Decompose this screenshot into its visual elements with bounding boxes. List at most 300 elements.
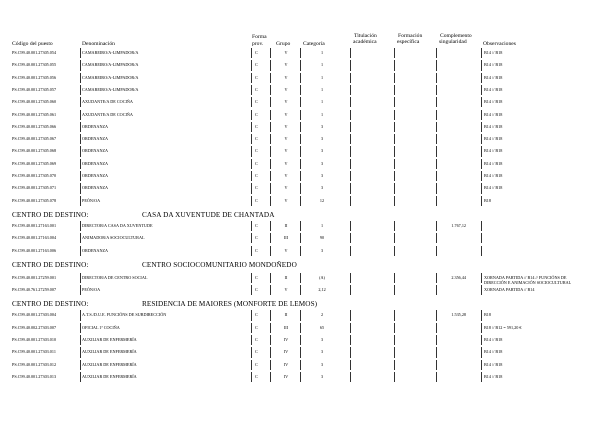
header-grupo: Grupo	[276, 41, 291, 47]
cell-code: PS.C99.40.001.27305.056	[12, 74, 57, 80]
cell-complemento: 2.356,44	[451, 274, 466, 280]
column-rule	[481, 110, 482, 120]
cell-code: PS.C99.40.001.27305.057	[12, 86, 57, 92]
cell-categoria: 3	[320, 148, 324, 154]
column-rule	[481, 360, 482, 370]
column-rule	[436, 221, 437, 231]
column-rule	[251, 233, 252, 243]
cell-denominacion: CAMAREIRO/A-LIMPADOR/A	[82, 50, 139, 55]
column-rule	[481, 73, 482, 83]
column-rule	[251, 347, 252, 357]
column-rule	[270, 73, 271, 83]
cell-grupo: V	[284, 197, 288, 203]
column-rule	[436, 347, 437, 357]
cell-grupo: IV	[283, 373, 289, 379]
cell-denominacion: ORDENANZA	[82, 148, 109, 154]
cell-observaciones: B18 // B12 = 591,20 €	[484, 324, 522, 330]
column-rule	[481, 122, 482, 132]
column-rule	[436, 159, 437, 169]
column-rule	[436, 335, 437, 345]
header-complemento-1: Complemento	[440, 33, 472, 39]
cell-denominacion: PEÓN/OA	[82, 287, 101, 293]
column-rule	[80, 110, 81, 120]
column-rule	[251, 97, 252, 107]
column-rule	[394, 233, 395, 243]
section-title: CENTRO SOCIOCOMUNITARIO MONDOÑEDO	[142, 260, 297, 269]
column-rule	[270, 183, 271, 193]
cell-observaciones: B14 // B18	[484, 173, 503, 178]
cell-observaciones: B14 // B18	[484, 337, 503, 342]
header-titulacion-1: Titulación	[354, 33, 377, 39]
cell-denominacion: A.T.S./D.U.E. FUNCIÓNS DE SUBDIRECCIÓN	[82, 312, 167, 318]
cell-denominacion: ANIMADOR/A SOCIOCULTURAL	[82, 235, 145, 241]
column-rule	[300, 310, 301, 320]
column-rule	[251, 110, 252, 120]
cell-grupo: II	[284, 274, 288, 280]
cell-forma: C	[255, 99, 258, 105]
cell-denominacion: AXUDANTE/A DE COCIÑA	[82, 99, 133, 105]
cell-code: PS.C99.40.001.27305.078	[12, 197, 57, 203]
cell-grupo: V	[284, 247, 288, 253]
cell-observaciones-2: DIRECCIÓN E ANIMACIÓN SOCIOCULTURAL	[484, 279, 572, 285]
column-rule	[80, 60, 81, 70]
cell-code: PS.C99.40.001.27303.013	[12, 373, 57, 379]
column-rule	[436, 310, 437, 320]
section-title: RESIDENCIA DE MAIORES (MONFORTE DE LEMOS)	[142, 300, 318, 309]
cell-denominacion: ORDENANZA	[82, 173, 109, 178]
cell-code: PS.C99.40.001.27163.001	[12, 222, 57, 228]
cell-denominacion: OFICIAL 1ª COCIÑA	[82, 324, 120, 330]
column-rule	[270, 335, 271, 345]
cell-grupo: V	[284, 50, 288, 55]
cell-categoria: 1	[320, 62, 324, 68]
cell-observaciones: B14 // B18	[484, 123, 503, 129]
column-rule	[270, 171, 271, 181]
column-rule	[270, 159, 271, 169]
cell-observaciones: XORNADA PARTIDA // B14 // FUNCIÓNS DE	[484, 274, 567, 280]
column-rule	[350, 60, 351, 70]
column-rule	[350, 347, 351, 357]
column-rule	[394, 97, 395, 107]
column-rule	[436, 285, 437, 295]
column-rule	[481, 97, 482, 107]
cell-categoria: 1	[320, 50, 324, 55]
column-rule	[394, 122, 395, 132]
column-rule	[300, 323, 301, 333]
cell-forma: C	[255, 86, 258, 92]
header-denominacion: Denominación	[82, 41, 115, 47]
cell-code: PS.C99.40.001.27305.071	[12, 185, 57, 191]
column-rule	[350, 85, 351, 95]
column-rule	[300, 233, 301, 243]
cell-observaciones: B14 // B18	[484, 111, 503, 117]
cell-forma: C	[255, 247, 258, 253]
column-rule	[80, 196, 81, 206]
column-rule	[300, 183, 301, 193]
column-rule	[436, 48, 437, 58]
cell-categoria: 1	[320, 111, 324, 117]
column-rule	[481, 146, 482, 156]
cell-forma: C	[255, 136, 258, 142]
column-rule	[436, 110, 437, 120]
cell-observaciones: B14 // B18	[484, 136, 503, 142]
cell-code: PS.C99.40.001.27303.010	[12, 337, 57, 342]
cell-grupo: IV	[283, 361, 289, 367]
cell-categoria: 1	[320, 74, 324, 80]
cell-categoria: 1	[320, 99, 324, 105]
column-rule	[481, 221, 482, 231]
column-rule	[394, 73, 395, 83]
column-rule	[394, 372, 395, 382]
column-rule	[300, 196, 301, 206]
cell-code: PS.C99.40.001.27259.001	[12, 274, 57, 280]
column-rule	[394, 273, 395, 283]
cell-denominacion: AUXILIAR DE ENFERMERÍA	[82, 349, 137, 355]
column-rule	[251, 221, 252, 231]
column-rule	[394, 60, 395, 70]
column-rule	[300, 134, 301, 144]
column-rule	[394, 183, 395, 193]
column-rule	[481, 285, 482, 295]
column-rule	[436, 196, 437, 206]
cell-categoria: 3	[320, 173, 324, 178]
column-rule	[270, 323, 271, 333]
cell-categoria: 3	[320, 349, 324, 355]
column-rule	[300, 73, 301, 83]
cell-forma: C	[255, 173, 258, 178]
cell-categoria: 3	[320, 337, 324, 342]
cell-observaciones: B14 // B18	[484, 62, 503, 68]
cell-denominacion: DIRECTOR/A CASA DA XUVENTUDE	[82, 222, 153, 228]
cell-categoria: 1	[320, 86, 324, 92]
column-rule	[300, 110, 301, 120]
cell-categoria: 2	[320, 312, 324, 318]
cell-denominacion: AUXILIAR DE ENFERMERÍA	[82, 337, 137, 342]
column-rule	[394, 310, 395, 320]
cell-categoria: 12	[319, 197, 325, 203]
column-rule	[270, 233, 271, 243]
cell-observaciones: B14 // B18	[484, 86, 503, 92]
header-categoria: Categoría	[303, 41, 325, 47]
column-rule	[300, 372, 301, 382]
cell-grupo: V	[284, 99, 288, 105]
cell-grupo: IV	[283, 349, 289, 355]
cell-grupo: V	[284, 173, 288, 178]
column-rule	[300, 221, 301, 231]
column-rule	[251, 73, 252, 83]
column-rule	[270, 273, 271, 283]
column-rule	[350, 48, 351, 58]
column-rule	[270, 285, 271, 295]
column-rule	[436, 323, 437, 333]
column-rule	[394, 171, 395, 181]
column-rule	[270, 48, 271, 58]
column-rule	[300, 360, 301, 370]
column-rule	[80, 122, 81, 132]
column-rule	[80, 134, 81, 144]
cell-forma: C	[255, 287, 258, 293]
cell-code: PS.C99.40.001.27303.012	[12, 361, 57, 367]
column-rule	[350, 310, 351, 320]
column-rule	[436, 183, 437, 193]
column-rule	[436, 85, 437, 95]
cell-forma: C	[255, 337, 258, 342]
column-rule	[436, 273, 437, 283]
column-rule	[251, 372, 252, 382]
column-rule	[80, 273, 81, 283]
column-rule	[481, 372, 482, 382]
cell-denominacion: ORDENANZA	[82, 185, 109, 191]
column-rule	[436, 171, 437, 181]
column-rule	[251, 122, 252, 132]
column-rule	[80, 335, 81, 345]
column-rule	[394, 221, 395, 231]
column-rule	[300, 85, 301, 95]
cell-categoria: 3	[320, 361, 324, 367]
cell-observaciones: B14 // B18	[484, 99, 503, 105]
column-rule	[481, 323, 482, 333]
header-complemento-2: singularidad	[439, 39, 467, 45]
column-rule	[436, 372, 437, 382]
cell-observaciones: B14 // B18	[484, 50, 503, 55]
column-rule	[394, 335, 395, 345]
cell-forma: C	[255, 312, 258, 318]
cell-complemento: 1.535,28	[451, 312, 466, 318]
cell-categoria: 3	[320, 185, 324, 191]
column-rule	[350, 134, 351, 144]
cell-forma: C	[255, 123, 258, 129]
column-rule	[394, 48, 395, 58]
column-rule	[481, 273, 482, 283]
cell-code: PS.C99.40.001.27305.060	[12, 99, 57, 105]
column-rule	[481, 48, 482, 58]
column-rule	[350, 196, 351, 206]
cell-denominacion: CAMAREIRO/A-LIMPADOR/A	[82, 62, 139, 68]
cell-grupo: V	[284, 62, 288, 68]
column-rule	[350, 97, 351, 107]
column-rule	[436, 360, 437, 370]
cell-categoria: 2,12	[318, 287, 326, 293]
column-rule	[481, 347, 482, 357]
cell-grupo: V	[284, 185, 288, 191]
column-rule	[270, 97, 271, 107]
column-rule	[80, 159, 81, 169]
column-rule	[270, 146, 271, 156]
cell-categoria: 90	[319, 235, 325, 241]
column-rule	[300, 122, 301, 132]
column-rule	[270, 134, 271, 144]
header-titulacion-2: académica	[353, 39, 377, 45]
cell-denominacion: CAMAREIRO/A-LIMPADOR/A	[82, 74, 139, 80]
header-formacion-1: Formación	[398, 33, 423, 39]
column-rule	[394, 110, 395, 120]
cell-denominacion: CAMAREIRO/A-LIMPADOR/A	[82, 86, 139, 92]
column-rule	[300, 347, 301, 357]
column-rule	[270, 110, 271, 120]
cell-categoria: 1	[320, 222, 324, 228]
column-rule	[350, 73, 351, 83]
column-rule	[350, 171, 351, 181]
column-rule	[394, 159, 395, 169]
cell-forma: C	[255, 74, 258, 80]
column-rule	[481, 171, 482, 181]
section-label: CENTRO DE DESTINO:	[12, 300, 89, 309]
column-rule	[436, 134, 437, 144]
cell-forma: C	[255, 50, 258, 55]
cell-observaciones: B14 // B18	[484, 74, 503, 80]
cell-observaciones: B18	[484, 197, 491, 203]
column-rule	[350, 323, 351, 333]
cell-grupo: V	[284, 111, 288, 117]
column-rule	[300, 171, 301, 181]
column-rule	[394, 146, 395, 156]
column-rule	[300, 285, 301, 295]
column-rule	[436, 60, 437, 70]
cell-code: PS.C99.40.001.27305.061	[12, 111, 57, 117]
column-rule	[350, 335, 351, 345]
column-rule	[300, 60, 301, 70]
cell-categoria: 3	[320, 247, 324, 253]
column-rule	[270, 246, 271, 256]
column-rule	[394, 134, 395, 144]
column-rule	[251, 183, 252, 193]
column-rule	[80, 183, 81, 193]
column-rule	[350, 372, 351, 382]
column-rule	[300, 246, 301, 256]
header-codigo: Código del puesto	[12, 41, 53, 47]
column-rule	[251, 134, 252, 144]
column-rule	[350, 110, 351, 120]
column-rule	[80, 233, 81, 243]
cell-code: PS.C99.40.001.27303.011	[12, 349, 56, 355]
column-rule	[300, 48, 301, 58]
column-rule	[394, 85, 395, 95]
column-rule	[436, 233, 437, 243]
cell-observaciones: B18	[484, 312, 491, 318]
column-rule	[394, 196, 395, 206]
cell-forma: C	[255, 185, 258, 191]
cell-code: PS.C99.40.001.27305.066	[12, 123, 57, 129]
column-rule	[436, 122, 437, 132]
cell-code: PS.C99.40.001.27305.054	[12, 50, 57, 55]
column-rule	[350, 183, 351, 193]
column-rule	[350, 221, 351, 231]
column-rule	[251, 285, 252, 295]
cell-observaciones: B14 // B18	[484, 349, 503, 355]
column-rule	[251, 273, 252, 283]
cell-categoria: 3	[320, 160, 324, 166]
column-rule	[270, 360, 271, 370]
cell-code: PS.C99.40.001.27305.055	[12, 62, 57, 68]
cell-code: PS.C99.40.001.27305.067	[12, 136, 57, 142]
cell-grupo: II	[284, 312, 288, 318]
section-title: CASA DA XUVENTUDE DE CHANTADA	[142, 210, 275, 219]
column-rule	[80, 73, 81, 83]
cell-code: PS.C99.40.001.27305.070	[12, 173, 57, 178]
cell-forma: C	[255, 235, 258, 241]
column-rule	[436, 73, 437, 83]
column-rule	[80, 360, 81, 370]
column-rule	[251, 360, 252, 370]
column-rule	[481, 134, 482, 144]
cell-categoria: 3	[320, 373, 324, 379]
cell-forma: C	[255, 111, 258, 117]
cell-forma: C	[255, 373, 258, 379]
cell-grupo: V	[284, 160, 288, 166]
section-label: CENTRO DE DESTINO:	[12, 210, 89, 219]
column-rule	[270, 60, 271, 70]
cell-code: PS.C99.40.002.27303.007	[12, 324, 57, 330]
header-formacion-2: específica	[397, 39, 420, 45]
cell-denominacion: ORDENANZA	[82, 123, 109, 129]
cell-observaciones: B14 // B18	[484, 373, 503, 379]
column-rule	[251, 85, 252, 95]
cell-code: PS.C99.40.761.27259.007	[12, 287, 57, 293]
column-rule	[394, 285, 395, 295]
cell-forma: C	[255, 148, 258, 154]
column-rule	[251, 159, 252, 169]
column-rule	[80, 146, 81, 156]
cell-denominacion: ORDENANZA	[82, 247, 109, 253]
cell-denominacion: AUXILIAR DE ENFERMERÍA	[82, 373, 137, 379]
column-rule	[251, 60, 252, 70]
column-rule	[394, 347, 395, 357]
cell-categoria: 3	[320, 136, 324, 142]
column-rule	[481, 335, 482, 345]
cell-observaciones: B14 // B18	[484, 148, 503, 154]
cell-code: PS.C99.40.001.27305.068	[12, 148, 57, 154]
column-rule	[350, 233, 351, 243]
column-rule	[350, 159, 351, 169]
column-rule	[251, 323, 252, 333]
column-rule	[394, 323, 395, 333]
column-rule	[300, 159, 301, 169]
column-rule	[350, 360, 351, 370]
cell-code: PS.C99.40.001.27163.006	[12, 247, 57, 253]
cell-categoria: 65	[319, 324, 325, 330]
column-rule	[251, 335, 252, 345]
column-rule	[481, 159, 482, 169]
column-rule	[481, 233, 482, 243]
column-rule	[251, 48, 252, 58]
column-rule	[270, 221, 271, 231]
cell-denominacion: ORDENANZA	[82, 160, 109, 166]
cell-denominacion: DIRECTOR/A DE CENTRO SOCIAL	[82, 274, 148, 280]
cell-complemento: 1.767,12	[451, 222, 466, 228]
column-rule	[251, 310, 252, 320]
column-rule	[80, 97, 81, 107]
cell-forma: C	[255, 160, 258, 166]
cell-grupo: V	[284, 123, 288, 129]
cell-grupo: V	[284, 287, 288, 293]
column-rule	[350, 273, 351, 283]
column-rule	[350, 146, 351, 156]
column-rule	[270, 196, 271, 206]
cell-observaciones: B14 // B18	[484, 160, 503, 166]
column-rule	[80, 246, 81, 256]
column-rule	[436, 146, 437, 156]
cell-categoria: 3	[320, 123, 324, 129]
column-rule	[270, 372, 271, 382]
cell-observaciones: XORNADA PARTIDA // B14	[484, 287, 535, 293]
cell-grupo: V	[284, 148, 288, 154]
column-rule	[80, 310, 81, 320]
column-rule	[251, 246, 252, 256]
cell-observaciones: B14 // B18	[484, 361, 503, 367]
header-forma: Forma	[252, 34, 267, 40]
column-rule	[80, 221, 81, 231]
cell-grupo: V	[284, 74, 288, 80]
